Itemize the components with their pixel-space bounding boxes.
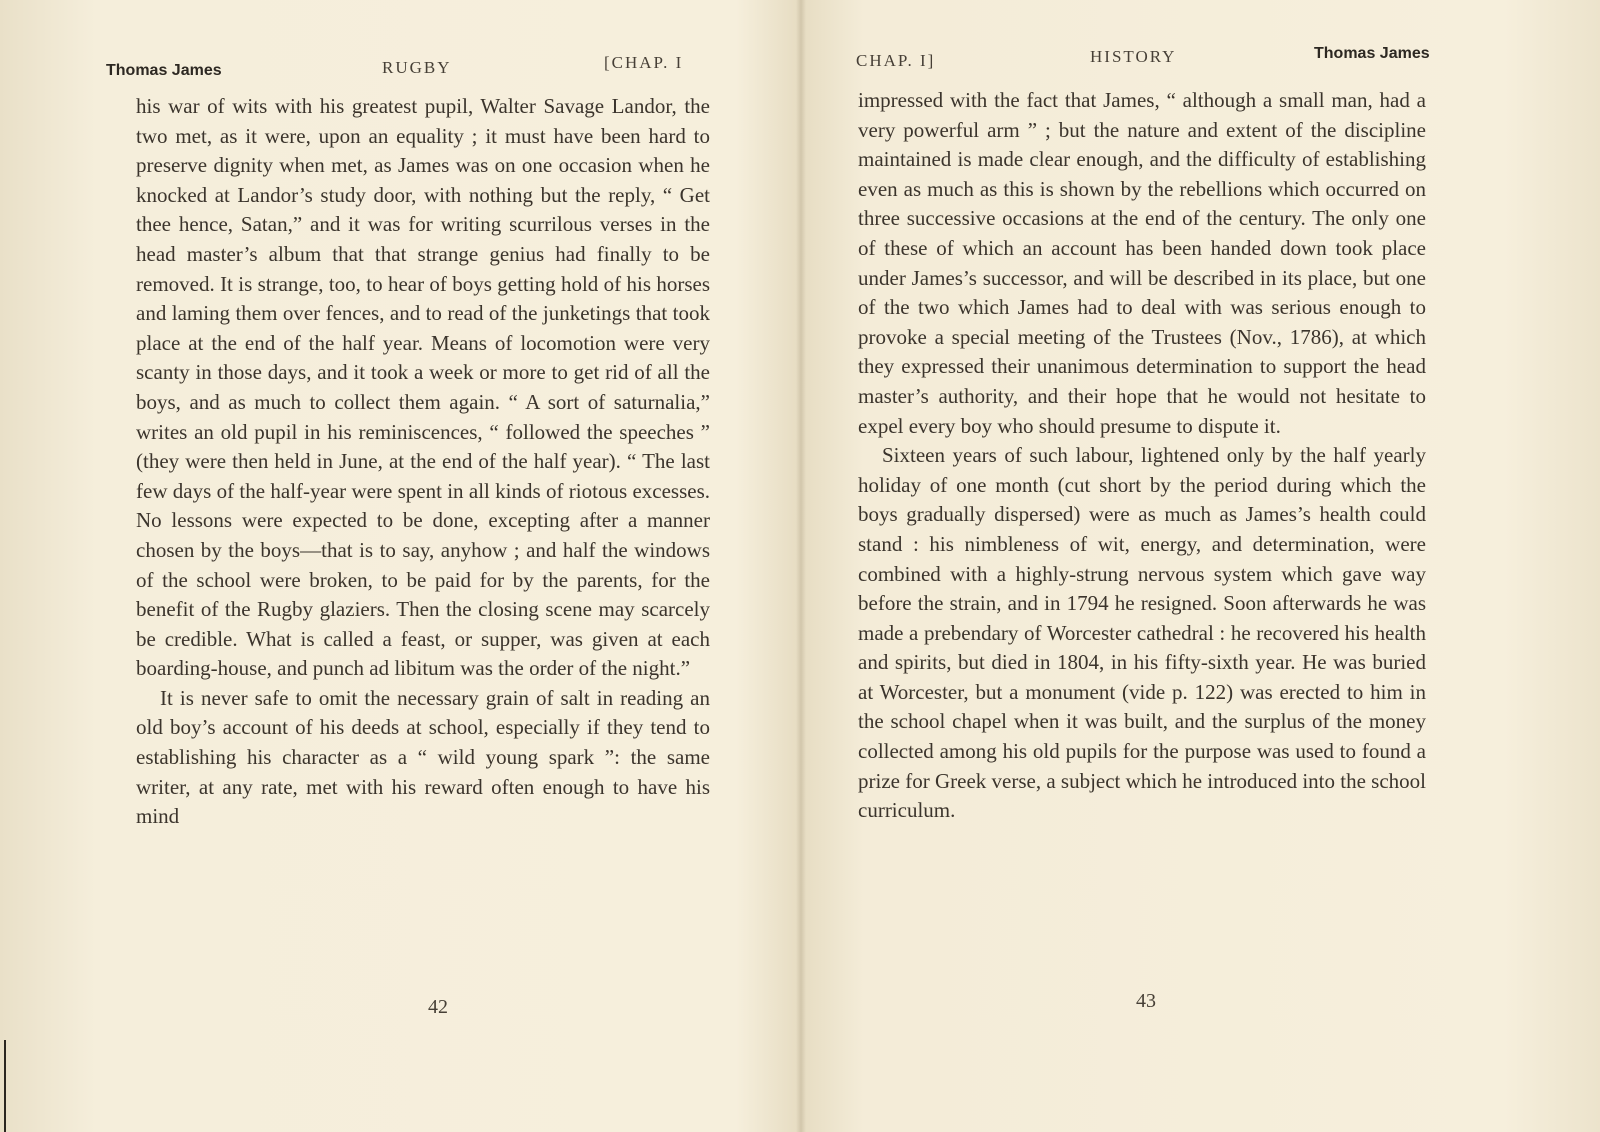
left-page — [0, 0, 798, 1132]
right-paragraph-2: Sixteen years of such labour, lightened only by the half yearly holiday of one month (cut short by the period during which the boys gradually dispersed) were as much as James’s health could stand : his nimbleness of wit, energy, and determination, were combined with a highly-strung nervous system which gave way before the strain, and in 1794 he resigned. Soon afterwards he was made a prebendary of Worcester cathedral : he recovered his health and spirits, but died in 1804, in his fifty-sixth year. He was buried at Worcester, but a monument (vide p. 122) was erected to him in the school chapel when it was built, and the surplus of the money collected among his old pupils for the purpose was used to found a prize for Greek verse, a subject which he introduced into the school curriculum. — [858, 443, 1426, 823]
left-running-head-title: RUGBY — [382, 58, 452, 77]
right-running-head-title: HISTORY — [1090, 47, 1177, 66]
right-paragraph-1: impressed with the fact that James, “ although a small man, had a very powerful arm ” ; but the nature and extent of the discipline maintained is made clear enough, and the difficulty of establishing even as much as this is shown by the rebellions which occurred on three successive occasions at the end of the century. The only one of these of which an account has been handed down took place under James’s successor, and will be described in its place, but one of the two which James had to deal with was serious enough to provoke a special meeting of the Trustees (Nov., 1786), at which they expressed their unanimous determination to support the head master’s authority, and their hope that he would not hesitate to expel every boy who should presume to dispute it. — [858, 88, 1426, 438]
right-body-text — [858, 86, 1426, 826]
left-handwritten-name: Thomas James — [106, 62, 222, 79]
left-page-number: 42 — [428, 996, 448, 1018]
right-handwritten-name: Thomas James — [1314, 45, 1430, 62]
left-running-head-chapter: [CHAP. I — [604, 53, 684, 72]
left-body-text — [136, 92, 710, 832]
left-paragraph-1: his war of wits with his greatest pupil, Walter Savage Landor, the two met, as it were, upon an equality ; it must have been hard to preserve dignity when met, as James was on one occasion when he knocked at Landor’s study door, with nothing but the reply, “ Get thee hence, Satan,” and it was for writing scurrilous verses in the head master’s album that that strange genius had finally to be removed. It is strange, too, to hear of boys getting hold of his horses and laming them over fences, and to read of the junketings that took place at the end of the half year. Means of locomotion were very scanty in those days, and it took a week or more to get rid of all the boys, and as much to collect them again. “ A sort of saturnalia,” writes an old pupil in his reminiscences, “ followed the speeches ” (they were then held in June, at the end of the half year). “ The last few days of the half-year were spent in all kinds of riotous excesses. No lessons were expected to be done, excepting after a manner chosen by the boys—that is to say, anyhow ; and half the windows of the school were broken, to be paid for by the parents, for the benefit of the Rugby glaziers. Then the closing scene may scarcely be credible. What is called a feast, or supper, was given at each boarding-house, and punch ad libitum was the order of the night.” — [136, 94, 710, 681]
right-page — [806, 0, 1600, 1132]
right-page-number: 43 — [1136, 990, 1156, 1012]
right-running-head-chapter: CHAP. I] — [856, 51, 936, 70]
left-paragraph-2: It is never safe to omit the necessary grain of salt in reading an old boy’s account of his deeds at school, especially if they tend to establishing his character as a “ wild young spark ”: the same writer, at any rate, met with his reward often enough to have his mind — [136, 685, 710, 829]
